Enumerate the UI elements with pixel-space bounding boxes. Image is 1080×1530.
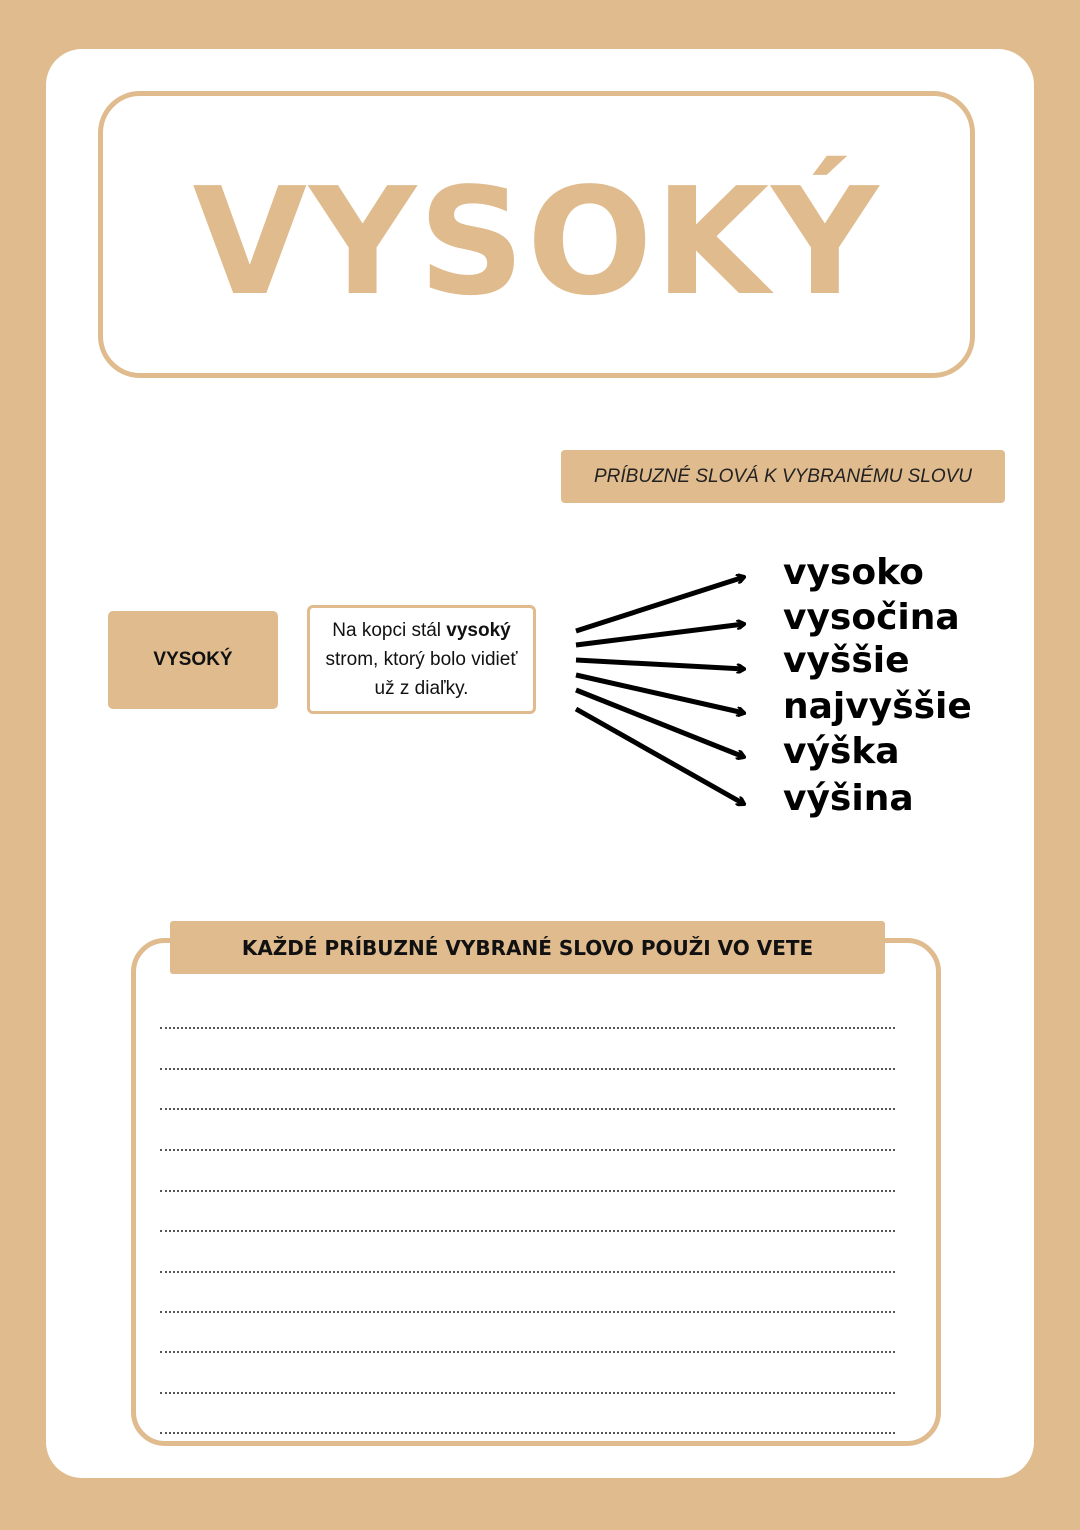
related-word-4: najvyššie <box>783 686 972 727</box>
writing-line[interactable] <box>160 1190 895 1192</box>
writing-line[interactable] <box>160 1068 895 1070</box>
writing-line[interactable] <box>160 1271 895 1273</box>
arrow-to-vyssie <box>576 660 744 669</box>
writing-line[interactable] <box>160 1027 895 1029</box>
writing-line[interactable] <box>160 1311 895 1313</box>
exercise-header: KAŽDÉ PRÍBUZNÉ VYBRANÉ SLOVO POUŽI VO VETE <box>170 921 885 974</box>
writing-line[interactable] <box>160 1149 895 1151</box>
related-words-header: PRÍBUZNÉ SLOVÁ K VYBRANÉMU SLOVU <box>561 450 1005 503</box>
sentence-highlighted-word: vysoký <box>446 620 511 641</box>
writing-line[interactable] <box>160 1351 895 1353</box>
exercise-frame <box>131 938 941 1446</box>
arrow-to-vysoko <box>576 577 744 631</box>
sentence-text-after: strom, ktorý bolo vidieť už z diaľky. <box>325 649 518 699</box>
related-word-2: vysočina <box>783 597 960 638</box>
related-word-3: vyššie <box>783 640 910 681</box>
arrow-to-najvyssie <box>576 675 744 713</box>
selected-word-tile: VYSOKÝ <box>108 611 278 709</box>
page-title: VYSOKÝ <box>192 155 881 328</box>
related-word-5: výška <box>783 731 900 772</box>
related-word-1: vysoko <box>783 552 924 593</box>
sentence-text-before: Na kopci stál <box>332 620 447 641</box>
writing-line[interactable] <box>160 1392 895 1394</box>
writing-line[interactable] <box>160 1230 895 1232</box>
writing-line[interactable] <box>160 1108 895 1110</box>
related-word-6: výšina <box>783 778 914 819</box>
writing-line[interactable] <box>160 1432 895 1434</box>
arrow-to-vysocina <box>576 624 744 645</box>
